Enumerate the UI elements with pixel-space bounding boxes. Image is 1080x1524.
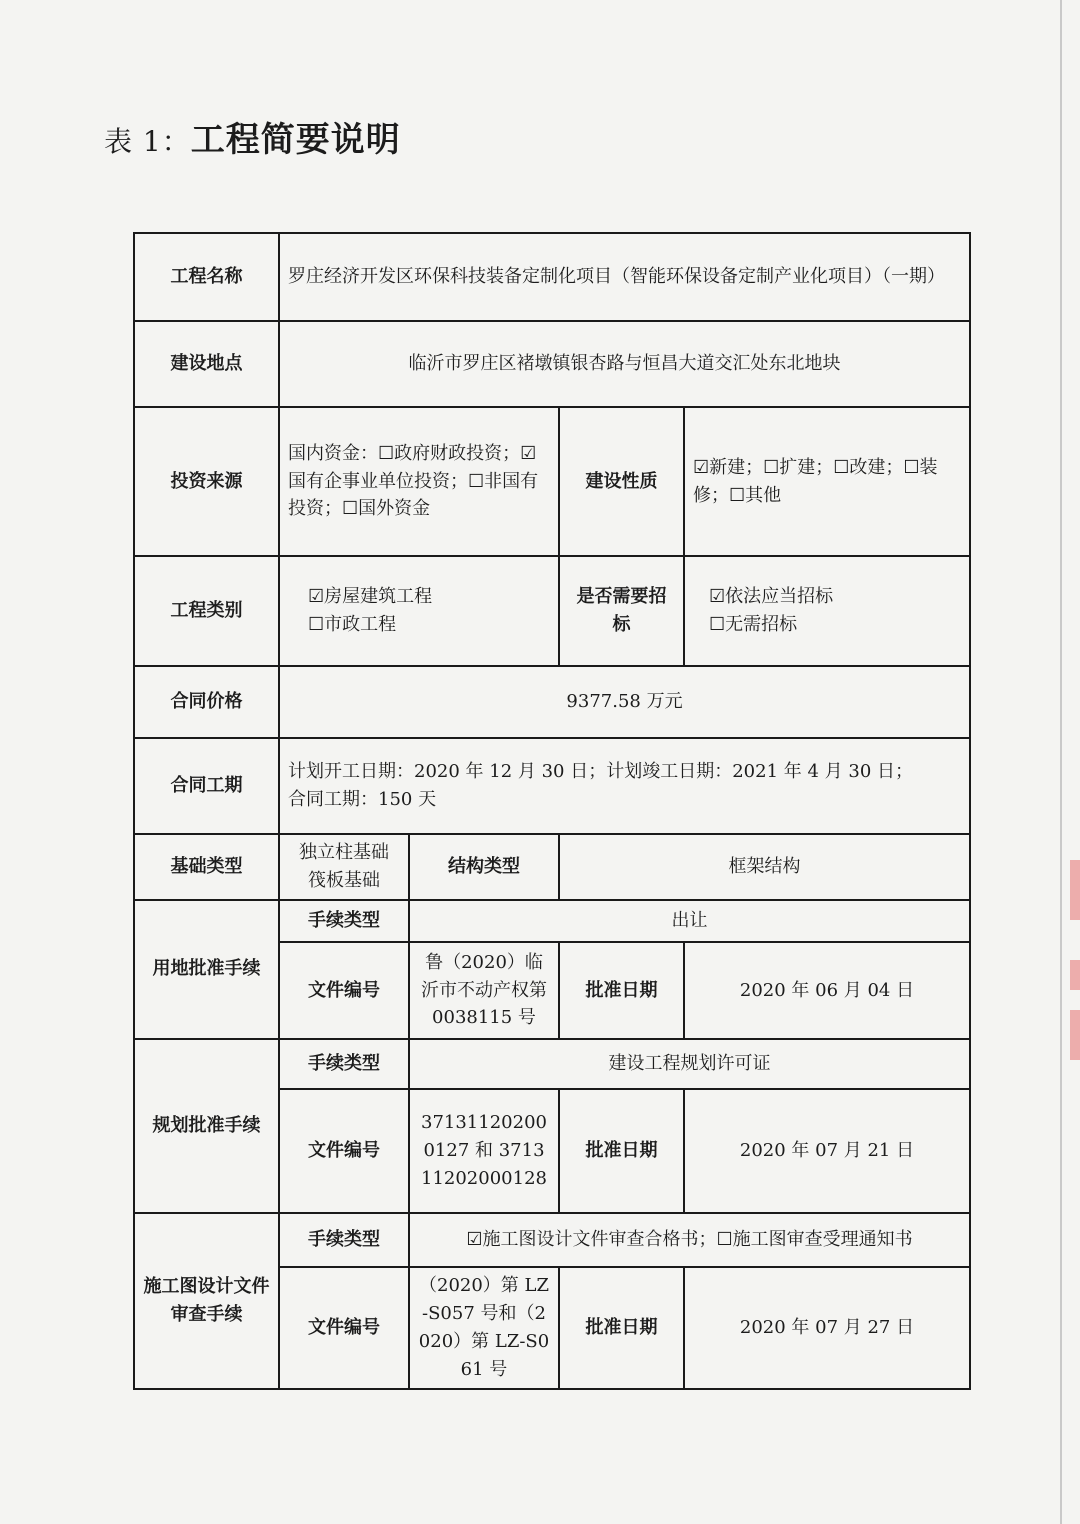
row-foundation — [134, 834, 970, 900]
land-doc-value: 鲁（2020）临沂市不动产权第0038115 号 — [409, 942, 559, 1038]
page-title — [104, 112, 401, 161]
category-label: 工程类别 — [134, 556, 279, 666]
duration-value: 计划开工日期：2020 年 12 月 30 日；计划竣工日期：2021 年 4 月 30 日； 合同工期：150 天 — [279, 738, 970, 834]
drawing-doc-label: 文件编号 — [279, 1267, 409, 1389]
red-stamp-mark — [1070, 960, 1080, 990]
price-value: 9377.58 万元 — [279, 666, 970, 738]
planning-doc-value: 371311202000127 和 371311202000128 — [409, 1089, 559, 1213]
planning-label: 规划批准手续 — [134, 1039, 279, 1213]
row-drawing-type — [134, 1213, 970, 1267]
structure-label: 结构类型 — [409, 834, 559, 900]
land-type-value: 出让 — [409, 900, 970, 942]
page-edge — [1060, 0, 1062, 1524]
investment-value: 国内资金：☐政府财政投资；☑国有企事业单位投资；☐非国有投资；☐国外资金 — [279, 407, 559, 555]
land-doc-label: 文件编号 — [279, 942, 409, 1038]
planning-doc-label: 文件编号 — [279, 1089, 409, 1213]
land-date-value: 2020 年 06 月 04 日 — [684, 942, 970, 1038]
drawing-doc-value: （2020）第 LZ-S057 号和（2020）第 LZ-S061 号 — [409, 1267, 559, 1389]
nature-label: 建设性质 — [559, 407, 684, 555]
row-planning-type — [134, 1039, 970, 1089]
planning-date-value: 2020 年 07 月 21 日 — [684, 1089, 970, 1213]
structure-value: 框架结构 — [559, 834, 970, 900]
planning-date-label: 批准日期 — [559, 1089, 684, 1213]
investment-label: 投资来源 — [134, 407, 279, 555]
row-land-type — [134, 900, 970, 942]
land-date-label: 批准日期 — [559, 942, 684, 1038]
duration-label: 合同工期 — [134, 738, 279, 834]
planning-type-label: 手续类型 — [279, 1039, 409, 1089]
row-project-name — [134, 233, 970, 321]
project-name-value: 罗庄经济开发区环保科技装备定制化项目（智能环保设备定制产业化项目）（一期） — [279, 233, 970, 321]
foundation-label: 基础类型 — [134, 834, 279, 900]
row-duration — [134, 738, 970, 834]
land-type-label: 手续类型 — [279, 900, 409, 942]
red-stamp-mark — [1070, 860, 1080, 920]
drawing-date-value: 2020 年 07 月 27 日 — [684, 1267, 970, 1389]
price-label: 合同价格 — [134, 666, 279, 738]
tender-label: 是否需要招标 — [559, 556, 684, 666]
drawing-type-label: 手续类型 — [279, 1213, 409, 1267]
nature-value: ☑新建；☐扩建；☐改建；☐装修；☐其他 — [684, 407, 970, 555]
row-price — [134, 666, 970, 738]
category-value: ☑房屋建筑工程 ☐市政工程 — [279, 556, 559, 666]
location-label: 建设地点 — [134, 321, 279, 407]
drawing-label: 施工图设计文件审查手续 — [134, 1213, 279, 1389]
tender-value: ☑依法应当招标 ☐无需招标 — [684, 556, 970, 666]
title-main: 工程简要说明 — [190, 120, 401, 160]
planning-type-value: 建设工程规划许可证 — [409, 1039, 970, 1089]
row-category — [134, 556, 970, 666]
title-prefix: 表 1： — [104, 125, 191, 158]
red-stamp-mark — [1070, 1010, 1080, 1060]
drawing-date-label: 批准日期 — [559, 1267, 684, 1389]
row-investment — [134, 407, 970, 555]
location-value: 临沂市罗庄区褚墩镇银杏路与恒昌大道交汇处东北地块 — [279, 321, 970, 407]
drawing-type-value: ☑施工图设计文件审查合格书；☐施工图审查受理通知书 — [409, 1213, 970, 1267]
land-label: 用地批准手续 — [134, 900, 279, 1038]
project-name-label: 工程名称 — [134, 233, 279, 321]
foundation-value: 独立柱基础 筏板基础 — [279, 834, 409, 900]
row-location — [134, 321, 970, 407]
project-summary-table — [133, 232, 971, 1390]
